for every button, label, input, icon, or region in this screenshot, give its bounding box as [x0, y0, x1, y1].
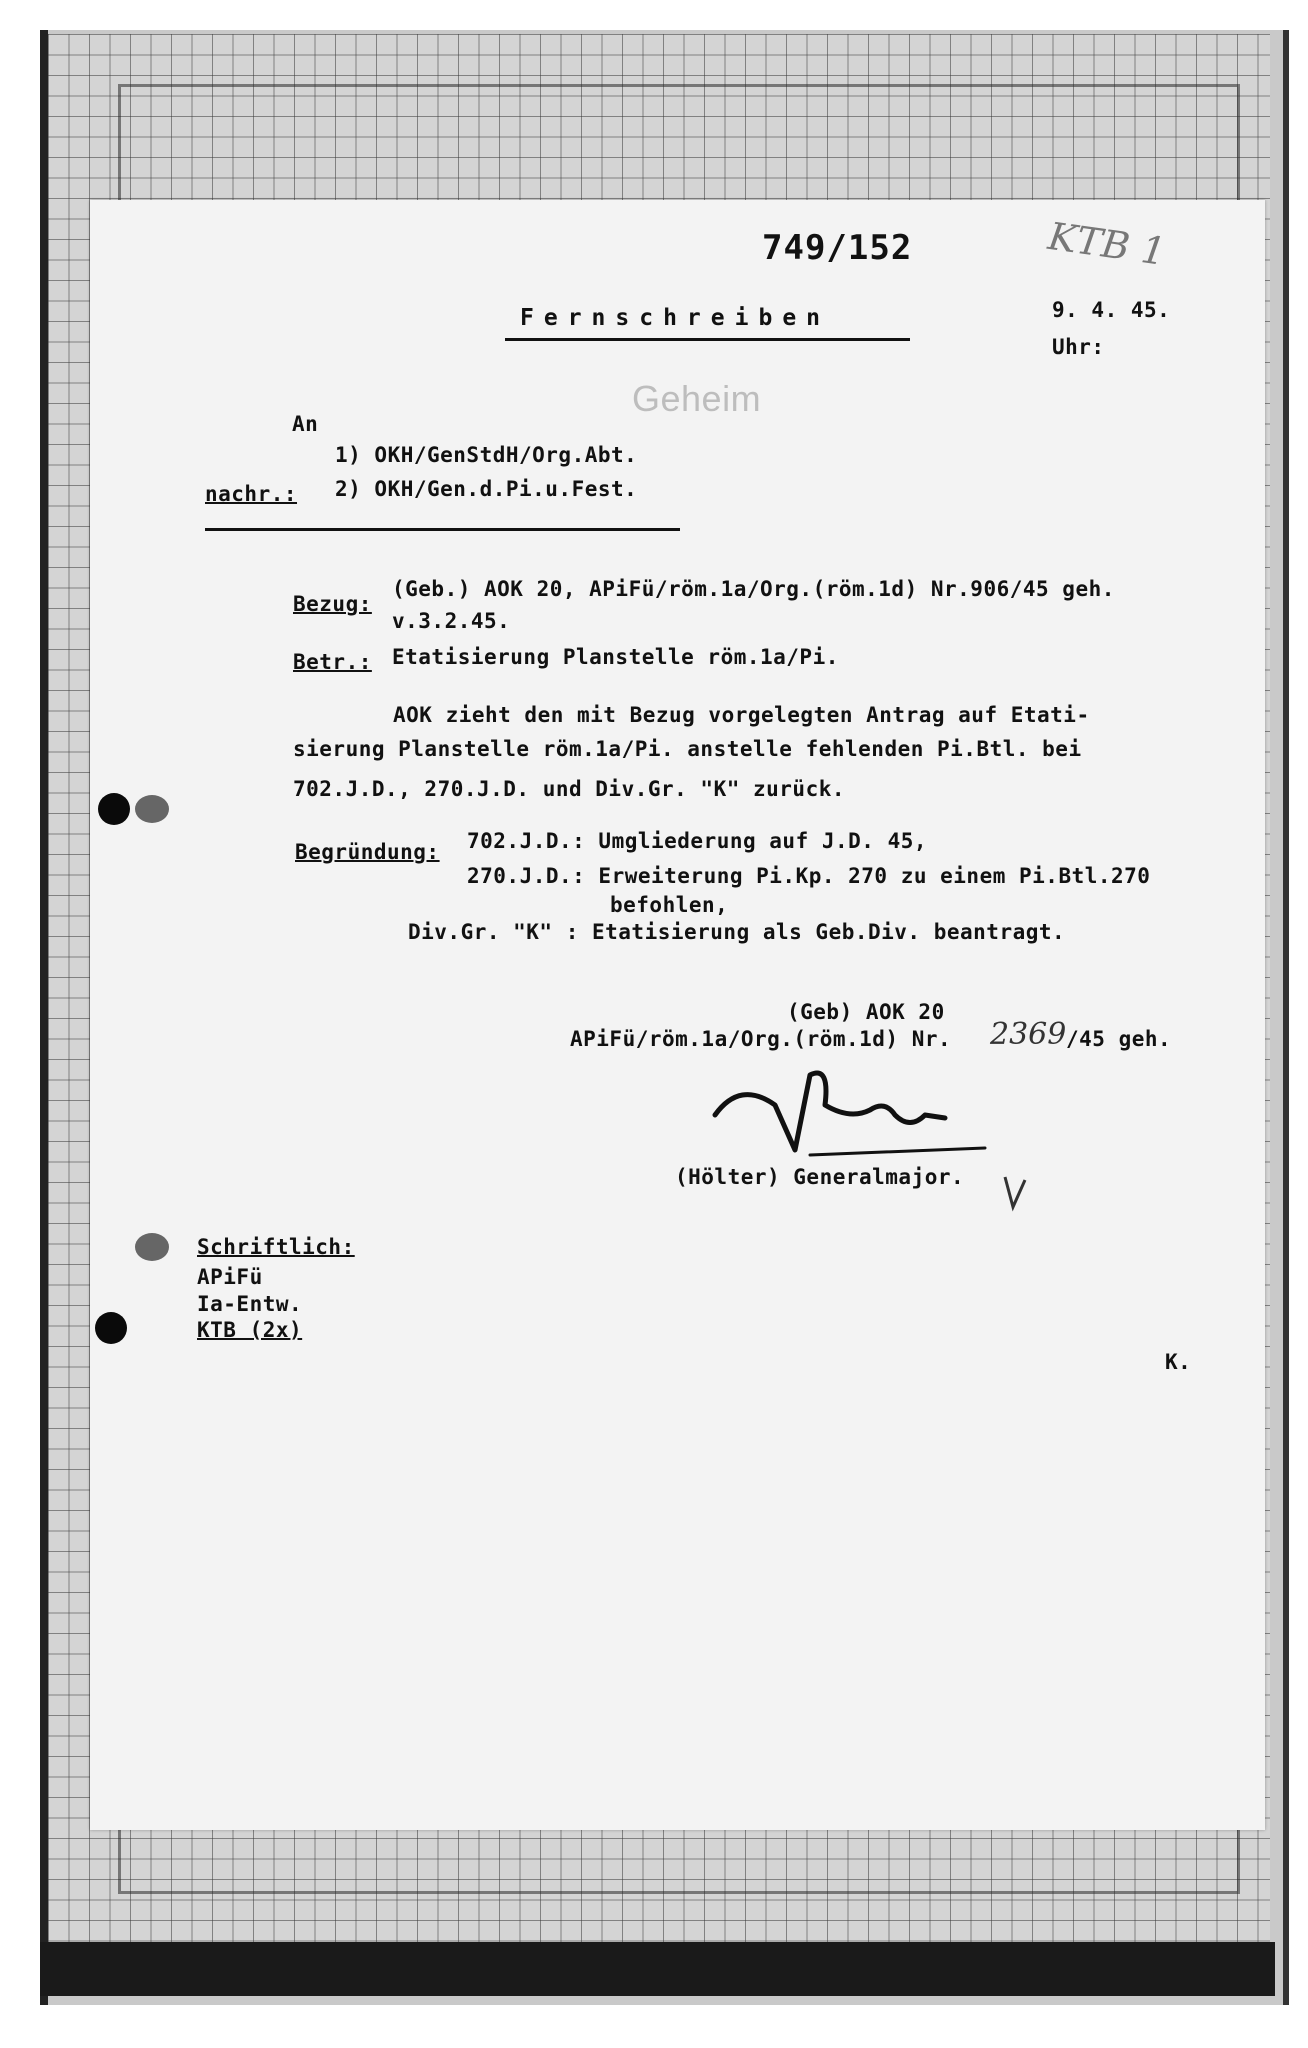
- recipient-1: 1) OKH/GenStdH/Org.Abt.: [335, 443, 638, 467]
- distribution-item-1: APiFü: [197, 1265, 263, 1289]
- distribution-label: Schriftlich:: [197, 1235, 355, 1259]
- sender-reference-suffix: /45 geh.: [1066, 1027, 1172, 1051]
- begruendung-line-3: befohlen,: [610, 893, 729, 917]
- date: 9. 4. 45.: [1052, 298, 1171, 322]
- geheim-stamp: Geheim: [632, 378, 762, 419]
- to-label: An: [292, 412, 319, 436]
- punch-hole: [98, 793, 130, 825]
- initial-mark: [1000, 1172, 1030, 1212]
- sender-reference-prefix: APiFü/röm.1a/Org.(röm.1d) Nr.: [570, 1027, 952, 1051]
- sender-reference-number: 2369: [990, 1017, 1067, 1052]
- paragraph-line-3: 702.J.D., 270.J.D. und Div.Gr. "K" zurück.: [293, 777, 846, 801]
- time-label: Uhr:: [1052, 335, 1105, 359]
- signature-mark: [700, 1060, 990, 1160]
- typist-initial: K.: [1165, 1350, 1192, 1374]
- punch-hole-shadow: [135, 1233, 169, 1261]
- title-underline: [505, 338, 910, 341]
- signatory-name: (Hölter) Generalmajor.: [675, 1165, 965, 1189]
- document-sheet: [90, 200, 1265, 1830]
- bezug-text: (Geb.) AOK 20, APiFü/röm.1a/Org.(röm.1d) Nr.906/45 geh.: [392, 577, 1115, 601]
- begruendung-line-4: Div.Gr. "K" : Etatisierung als Geb.Div. beantragt.: [408, 920, 1066, 944]
- recipients-rule: [205, 528, 680, 531]
- begruendung-line-2: 270.J.D.: Erweiterung Pi.Kp. 270 zu einem Pi.Btl.270: [467, 864, 1151, 888]
- betr-text: Etatisierung Planstelle röm.1a/Pi.: [392, 645, 839, 669]
- begruendung-label: Begründung:: [295, 840, 440, 864]
- scan-bottom-band: [40, 1942, 1275, 1996]
- distribution-item-3: KTB (2x): [197, 1318, 303, 1342]
- betr-label: Betr.:: [293, 650, 372, 674]
- recipient-2: 2) OKH/Gen.d.Pi.u.Fest.: [335, 477, 638, 501]
- distribution-item-2: Ia-Entw.: [197, 1292, 303, 1316]
- handwritten-ktb-note: KTB 1: [1045, 214, 1169, 274]
- begruendung-line-1: 702.J.D.: Umgliederung auf J.D. 45,: [467, 829, 928, 853]
- sender-office: (Geb) AOK 20: [787, 1000, 945, 1024]
- signature-text: [835, 1088, 845, 1090]
- paragraph-line-2: sierung Planstelle röm.1a/Pi. anstelle fehlenden Pi.Btl. bei: [293, 737, 1082, 761]
- punch-hole: [95, 1312, 127, 1344]
- document-title: Fernschreiben: [520, 305, 831, 331]
- bezug-text-2: v.3.2.45.: [392, 609, 511, 633]
- punch-hole-shadow: [135, 795, 169, 823]
- paragraph-line-1: AOK zieht den mit Bezug vorgelegten Antrag auf Etati-: [393, 703, 1090, 727]
- cc-label: nachr.:: [205, 482, 298, 506]
- bezug-label: Bezug:: [293, 592, 372, 616]
- document-number: 749/152: [762, 228, 913, 268]
